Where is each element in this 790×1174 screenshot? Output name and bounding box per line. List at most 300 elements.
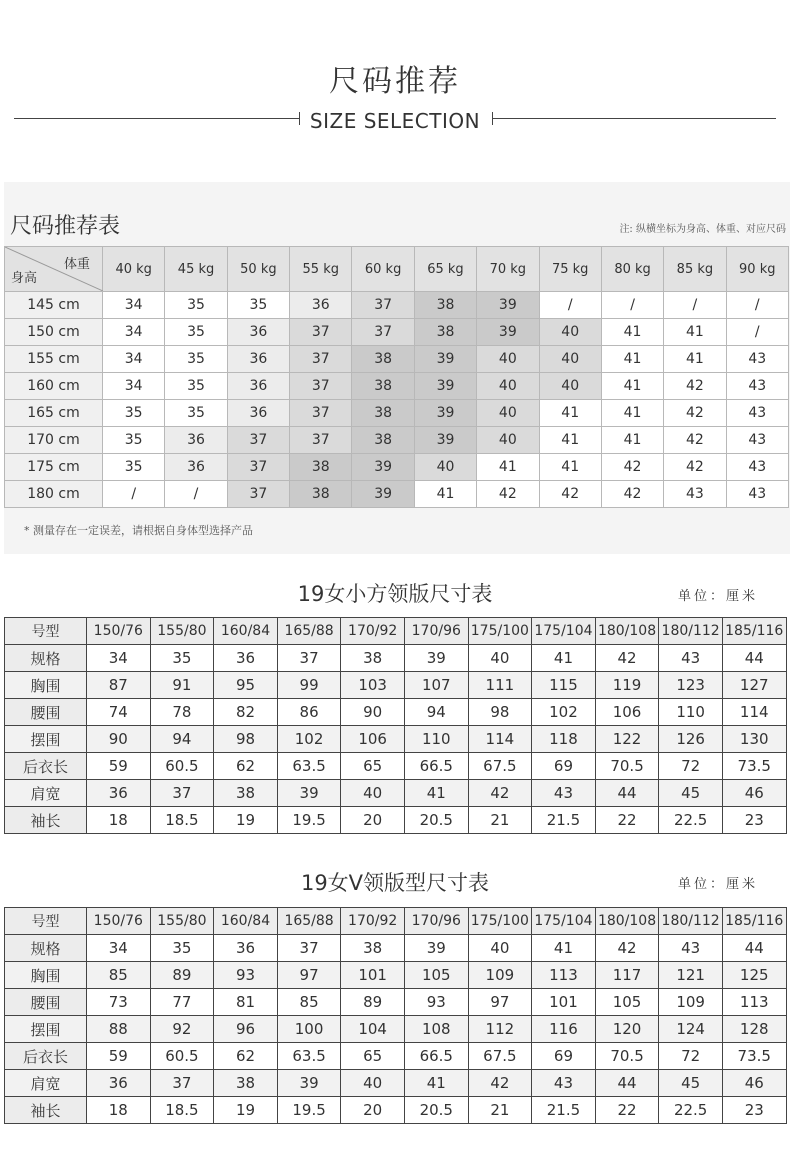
size-cell: 39	[477, 319, 539, 346]
measurement-value: 99	[277, 672, 341, 699]
measurement-value: 59	[87, 1043, 151, 1070]
measurement-value: 113	[532, 962, 596, 989]
measurement-value: 19.5	[277, 1097, 341, 1124]
size-cell: 40	[539, 319, 601, 346]
recommend-row	[5, 481, 789, 508]
measurement-value: 41	[532, 645, 596, 672]
measurement-value: 82	[214, 699, 278, 726]
size-cell: 42	[664, 454, 726, 481]
measurement-value: 116	[532, 1016, 596, 1043]
measurement-value: 86	[277, 699, 341, 726]
measurement-value: 35	[150, 645, 214, 672]
size-cell: 37	[352, 319, 414, 346]
weight-header: 90 kg	[726, 247, 788, 292]
size-table-row	[5, 753, 787, 780]
measurement-value: 85	[87, 962, 151, 989]
measurement-value: 90	[87, 726, 151, 753]
measurement-value: 73	[87, 989, 151, 1016]
size-table-square-collar	[4, 617, 787, 834]
measurement-value: 18	[87, 807, 151, 834]
measurement-value: 118	[532, 726, 596, 753]
size-cell: 40	[539, 346, 601, 373]
measurement-value: 89	[341, 989, 405, 1016]
measurement-value: 119	[595, 672, 659, 699]
size-table-row	[5, 1097, 787, 1124]
size-cell: 43	[726, 427, 788, 454]
measurement-value: 123	[659, 672, 723, 699]
measurement-value: 73.5	[722, 1043, 786, 1070]
measurement-value: 23	[722, 807, 786, 834]
measurement-value: 78	[150, 699, 214, 726]
size-cell: 37	[227, 481, 289, 508]
height-label: 145 cm	[5, 292, 103, 319]
measurement-value: 125	[722, 962, 786, 989]
size-cell: 40	[477, 400, 539, 427]
size-cell: /	[539, 292, 601, 319]
measurement-value: 19	[214, 1097, 278, 1124]
size-cell: 36	[227, 346, 289, 373]
weight-header: 65 kg	[414, 247, 476, 292]
recommend-row	[5, 454, 789, 481]
size-cell: 42	[477, 481, 539, 508]
measurement-value: 98	[214, 726, 278, 753]
size-column-header: 160/84	[214, 618, 278, 645]
measurement-value: 112	[468, 1016, 532, 1043]
size-column-header: 170/96	[404, 908, 468, 935]
measurement-value: 19.5	[277, 807, 341, 834]
measurement-value: 19	[214, 807, 278, 834]
measurement-value: 21.5	[532, 1097, 596, 1124]
measurement-value: 127	[722, 672, 786, 699]
measurement-value: 72	[659, 753, 723, 780]
measurement-value: 21	[468, 1097, 532, 1124]
measurement-value: 63.5	[277, 1043, 341, 1070]
measurement-value: 34	[87, 645, 151, 672]
measurement-value: 128	[722, 1016, 786, 1043]
size-cell: 39	[352, 481, 414, 508]
divider-right	[492, 118, 776, 119]
measurement-value: 74	[87, 699, 151, 726]
size-cell: 42	[664, 400, 726, 427]
size-cell: /	[726, 292, 788, 319]
measurement-value: 39	[277, 1070, 341, 1097]
measurement-value: 38	[214, 780, 278, 807]
measurement-value: 39	[404, 645, 468, 672]
size-column-header: 165/88	[277, 908, 341, 935]
size-cell: 41	[414, 481, 476, 508]
measurement-value: 67.5	[468, 1043, 532, 1070]
measurement-value: 69	[532, 753, 596, 780]
size-cell: 35	[227, 292, 289, 319]
measurement-label: 胸围	[5, 672, 87, 699]
measurement-value: 44	[595, 780, 659, 807]
measurement-label: 腰围	[5, 989, 87, 1016]
size-cell: 43	[726, 346, 788, 373]
measurement-value: 67.5	[468, 753, 532, 780]
measurement-label: 胸围	[5, 962, 87, 989]
size-table-row	[5, 1043, 787, 1070]
size-cell: 41	[539, 427, 601, 454]
size-column-header: 175/104	[532, 618, 596, 645]
weight-header: 75 kg	[539, 247, 601, 292]
measurement-value: 40	[468, 645, 532, 672]
size-cell: 42	[664, 373, 726, 400]
size-cell: 40	[539, 373, 601, 400]
measurement-value: 37	[277, 935, 341, 962]
measurement-value: 122	[595, 726, 659, 753]
measurement-value: 43	[659, 645, 723, 672]
size-cell: 40	[414, 454, 476, 481]
size-cell: 38	[352, 346, 414, 373]
corner-weight-label: 体重	[63, 257, 90, 272]
measurement-value: 130	[722, 726, 786, 753]
measurement-label: 后衣长	[5, 753, 87, 780]
size-cell: 42	[539, 481, 601, 508]
measurement-value: 91	[150, 672, 214, 699]
height-label: 155 cm	[5, 346, 103, 373]
size-table-row	[5, 672, 787, 699]
size-cell: 35	[165, 373, 227, 400]
measurement-value: 66.5	[404, 753, 468, 780]
recommend-row	[5, 346, 789, 373]
measurement-value: 105	[595, 989, 659, 1016]
measurement-value: 37	[150, 1070, 214, 1097]
size-cell: /	[601, 292, 663, 319]
size-column-header: 185/116	[722, 618, 786, 645]
size-table-row	[5, 699, 787, 726]
measurement-value: 104	[341, 1016, 405, 1043]
size-cell: 42	[664, 427, 726, 454]
measurement-value: 20.5	[404, 807, 468, 834]
size-cell: 37	[290, 373, 352, 400]
measurement-value: 117	[595, 962, 659, 989]
measurement-value: 101	[532, 989, 596, 1016]
measurement-value: 43	[532, 1070, 596, 1097]
measurement-value: 97	[277, 962, 341, 989]
size-column-header: 155/80	[150, 618, 214, 645]
size-column-header: 170/92	[341, 908, 405, 935]
size-cell: 41	[477, 454, 539, 481]
size-cell: 41	[664, 319, 726, 346]
size-cell: 34	[103, 373, 165, 400]
measurement-value: 44	[722, 645, 786, 672]
measurement-value: 121	[659, 962, 723, 989]
measurement-value: 41	[404, 780, 468, 807]
measurement-value: 105	[404, 962, 468, 989]
height-label: 165 cm	[5, 400, 103, 427]
measurement-value: 95	[214, 672, 278, 699]
height-label: 150 cm	[5, 319, 103, 346]
size-cell: 38	[290, 481, 352, 508]
size-cell: 38	[352, 373, 414, 400]
size-cell: 35	[103, 400, 165, 427]
size-cell: /	[103, 481, 165, 508]
size-cell: 37	[290, 346, 352, 373]
measurement-value: 39	[404, 935, 468, 962]
measurement-label: 规格	[5, 935, 87, 962]
measurement-value: 41	[532, 935, 596, 962]
measurement-value: 36	[214, 935, 278, 962]
measurement-value: 113	[722, 989, 786, 1016]
measurement-value: 36	[214, 645, 278, 672]
size-cell: 39	[414, 427, 476, 454]
measurement-value: 110	[404, 726, 468, 753]
measurement-value: 59	[87, 753, 151, 780]
height-label: 160 cm	[5, 373, 103, 400]
size-cell: 42	[601, 454, 663, 481]
size-cell: 41	[601, 346, 663, 373]
recommend-table	[4, 246, 789, 508]
measurement-value: 46	[722, 1070, 786, 1097]
recommend-header-row	[5, 247, 789, 292]
measurement-value: 109	[468, 962, 532, 989]
measurement-value: 18.5	[150, 1097, 214, 1124]
measurement-value: 120	[595, 1016, 659, 1043]
measurement-value: 18	[87, 1097, 151, 1124]
size-cell: 41	[539, 454, 601, 481]
size-cell: 40	[477, 427, 539, 454]
size-table-row	[5, 962, 787, 989]
size-cell: 38	[414, 319, 476, 346]
measurement-value: 114	[722, 699, 786, 726]
measurement-value: 92	[150, 1016, 214, 1043]
size-cell: 39	[414, 400, 476, 427]
measurement-value: 60.5	[150, 753, 214, 780]
measurement-value: 18.5	[150, 807, 214, 834]
size-cell: 35	[103, 427, 165, 454]
measurement-value: 36	[87, 780, 151, 807]
measurement-value: 44	[595, 1070, 659, 1097]
size-cell: 37	[227, 454, 289, 481]
size-table-row	[5, 1016, 787, 1043]
table2-unit: 单位：厘米	[678, 877, 759, 892]
size-column-header: 180/108	[595, 618, 659, 645]
size-cell: 42	[601, 481, 663, 508]
size-cell: 34	[103, 292, 165, 319]
size-table-row	[5, 726, 787, 753]
size-column-header: 180/112	[659, 618, 723, 645]
size-column-header: 175/100	[468, 618, 532, 645]
size-column-header: 165/88	[277, 618, 341, 645]
size-cell: 41	[601, 427, 663, 454]
size-table-row	[5, 645, 787, 672]
measurement-value: 41	[404, 1070, 468, 1097]
size-cell: 43	[726, 373, 788, 400]
measurement-value: 110	[659, 699, 723, 726]
size-cell: 37	[227, 427, 289, 454]
measurement-value: 44	[722, 935, 786, 962]
measurement-value: 124	[659, 1016, 723, 1043]
measurement-value: 69	[532, 1043, 596, 1070]
size-cell: 43	[664, 481, 726, 508]
weight-header: 60 kg	[352, 247, 414, 292]
measurement-value: 62	[214, 753, 278, 780]
measurement-value: 102	[277, 726, 341, 753]
size-cell: 38	[290, 454, 352, 481]
height-label: 170 cm	[5, 427, 103, 454]
measurement-value: 42	[595, 935, 659, 962]
measurement-value: 114	[468, 726, 532, 753]
size-column-header: 175/104	[532, 908, 596, 935]
measurement-value: 90	[341, 699, 405, 726]
size-column-header: 155/80	[150, 908, 214, 935]
recommend-row	[5, 400, 789, 427]
size-cell: 39	[477, 292, 539, 319]
recommend-title: 尺码推荐表	[10, 214, 121, 239]
measurement-value: 42	[468, 780, 532, 807]
size-table-header-row	[5, 908, 787, 935]
size-cell: 43	[726, 400, 788, 427]
size-cell: 37	[352, 292, 414, 319]
recommend-row	[5, 427, 789, 454]
size-cell: 43	[726, 454, 788, 481]
size-cell: 41	[601, 373, 663, 400]
size-cell: 36	[227, 400, 289, 427]
table1-unit: 单位：厘米	[678, 589, 759, 604]
measurement-value: 45	[659, 1070, 723, 1097]
size-cell: 37	[290, 400, 352, 427]
size-cell: 41	[601, 400, 663, 427]
measurement-label: 肩宽	[5, 1070, 87, 1097]
size-cell: 35	[165, 400, 227, 427]
measurement-value: 60.5	[150, 1043, 214, 1070]
size-cell: 40	[477, 346, 539, 373]
recommend-corner-cell	[5, 247, 103, 292]
recommend-row	[5, 292, 789, 319]
measurement-value: 111	[468, 672, 532, 699]
measurement-value: 70.5	[595, 1043, 659, 1070]
measurement-value: 40	[468, 935, 532, 962]
size-cell: 34	[103, 319, 165, 346]
measurement-value: 93	[404, 989, 468, 1016]
size-cell: 38	[352, 427, 414, 454]
measurement-value: 98	[468, 699, 532, 726]
table2-title: 19女V领版型尺寸表	[300, 871, 490, 895]
recommend-note: 注: 纵横坐标为身高、体重、对应尺码	[619, 224, 786, 235]
size-table-row	[5, 807, 787, 834]
measurement-value: 103	[341, 672, 405, 699]
measurement-value: 108	[404, 1016, 468, 1043]
measurement-value: 85	[277, 989, 341, 1016]
measurement-value: 77	[150, 989, 214, 1016]
measurement-label: 肩宽	[5, 780, 87, 807]
corner-height-label: 身高	[11, 271, 38, 286]
recommend-footnote: * 测量存在一定误差，请根据自身体型选择产品	[24, 524, 253, 537]
recommend-row	[5, 319, 789, 346]
size-table-row	[5, 989, 787, 1016]
size-cell: 34	[103, 346, 165, 373]
size-column-header: 150/76	[87, 618, 151, 645]
size-cell: 36	[227, 373, 289, 400]
measurement-value: 100	[277, 1016, 341, 1043]
page-subtitle: SIZE SELECTION	[309, 109, 481, 133]
measurement-value: 94	[404, 699, 468, 726]
size-table-header-row	[5, 618, 787, 645]
weight-header: 45 kg	[165, 247, 227, 292]
size-table-v-neck	[4, 907, 787, 1124]
measurement-value: 115	[532, 672, 596, 699]
measurement-value: 20	[341, 1097, 405, 1124]
weight-header: 40 kg	[103, 247, 165, 292]
table1-title: 19女小方领版尺寸表	[297, 582, 493, 606]
measurement-value: 106	[595, 699, 659, 726]
measurement-value: 107	[404, 672, 468, 699]
size-cell: 36	[227, 319, 289, 346]
measurement-label: 后衣长	[5, 1043, 87, 1070]
size-cell: /	[664, 292, 726, 319]
measurement-value: 38	[341, 645, 405, 672]
measurement-value: 89	[150, 962, 214, 989]
measurement-value: 23	[722, 1097, 786, 1124]
measurement-value: 43	[532, 780, 596, 807]
size-cell: /	[165, 481, 227, 508]
measurement-value: 101	[341, 962, 405, 989]
size-cell: 35	[103, 454, 165, 481]
size-cell: /	[726, 319, 788, 346]
measurement-value: 97	[468, 989, 532, 1016]
weight-header: 85 kg	[664, 247, 726, 292]
weight-header: 50 kg	[227, 247, 289, 292]
measurement-value: 94	[150, 726, 214, 753]
measurement-value: 96	[214, 1016, 278, 1043]
height-label: 175 cm	[5, 454, 103, 481]
weight-header: 70 kg	[477, 247, 539, 292]
measurement-value: 38	[341, 935, 405, 962]
measurement-value: 20.5	[404, 1097, 468, 1124]
size-column-header: 175/100	[468, 908, 532, 935]
size-column-header: 160/84	[214, 908, 278, 935]
measurement-value: 36	[87, 1070, 151, 1097]
size-column-header: 150/76	[87, 908, 151, 935]
measurement-value: 22.5	[659, 807, 723, 834]
measurement-value: 66.5	[404, 1043, 468, 1070]
size-type-label: 号型	[5, 908, 87, 935]
weight-header: 80 kg	[601, 247, 663, 292]
measurement-value: 102	[532, 699, 596, 726]
measurement-value: 37	[277, 645, 341, 672]
measurement-value: 42	[468, 1070, 532, 1097]
measurement-label: 袖长	[5, 807, 87, 834]
measurement-value: 65	[341, 1043, 405, 1070]
measurement-value: 126	[659, 726, 723, 753]
measurement-value: 43	[659, 935, 723, 962]
page-title: 尺码推荐	[329, 64, 461, 99]
size-cell: 39	[414, 346, 476, 373]
measurement-value: 38	[214, 1070, 278, 1097]
size-cell: 37	[290, 319, 352, 346]
size-cell: 37	[290, 427, 352, 454]
measurement-value: 106	[341, 726, 405, 753]
size-cell: 35	[165, 346, 227, 373]
size-table-row	[5, 780, 787, 807]
size-cell: 38	[414, 292, 476, 319]
measurement-value: 39	[277, 780, 341, 807]
size-cell: 39	[352, 454, 414, 481]
size-column-header: 170/92	[341, 618, 405, 645]
size-cell: 36	[165, 427, 227, 454]
measurement-value: 87	[87, 672, 151, 699]
measurement-value: 45	[659, 780, 723, 807]
measurement-value: 65	[341, 753, 405, 780]
measurement-value: 37	[150, 780, 214, 807]
size-cell: 41	[664, 346, 726, 373]
size-column-header: 180/108	[595, 908, 659, 935]
size-column-header: 170/96	[404, 618, 468, 645]
measurement-value: 88	[87, 1016, 151, 1043]
recommend-row	[5, 373, 789, 400]
size-cell: 35	[165, 292, 227, 319]
measurement-value: 73.5	[722, 753, 786, 780]
